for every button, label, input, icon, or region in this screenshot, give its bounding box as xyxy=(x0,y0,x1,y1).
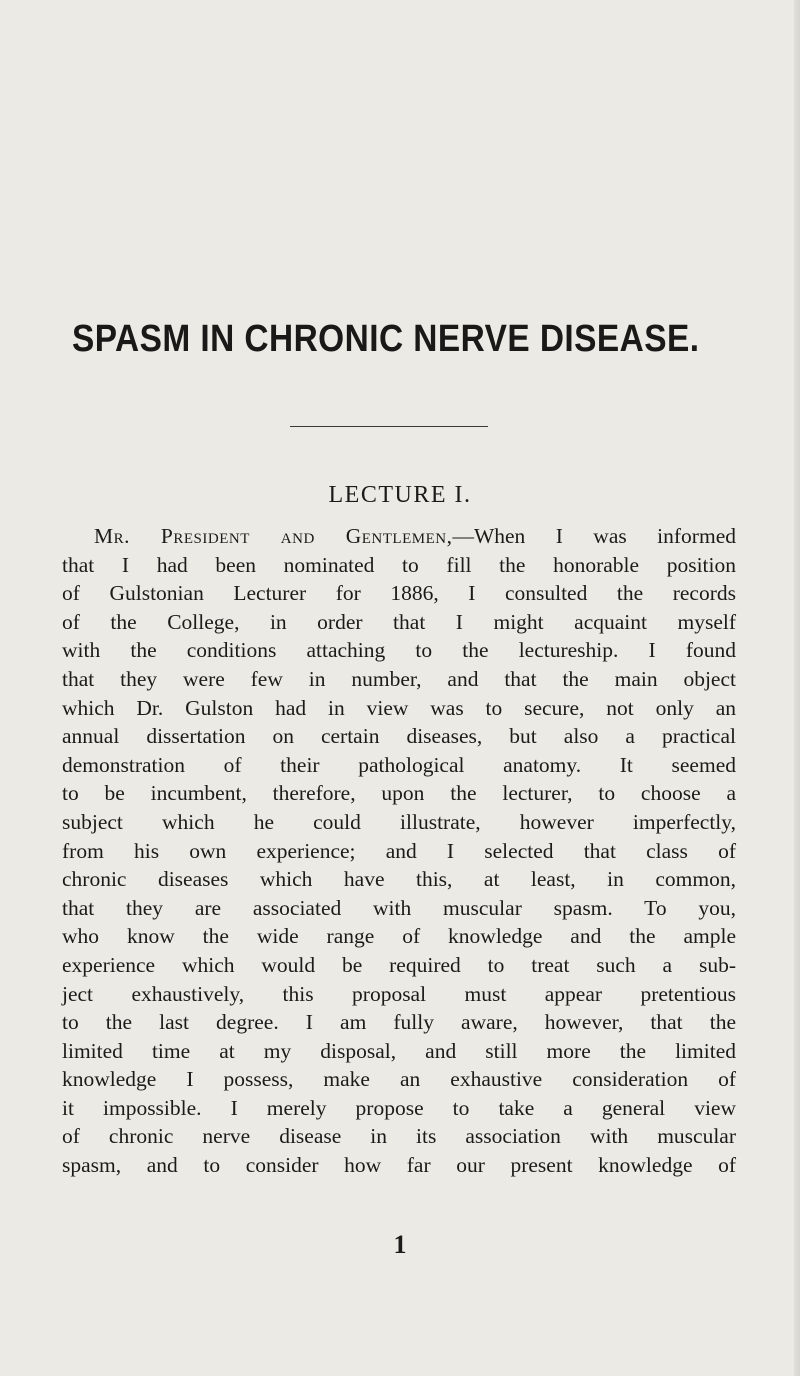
text-line: from his own experience; and I selected that class of xyxy=(62,838,736,863)
text-line: who know the wide range of knowledge and the ample xyxy=(62,924,736,949)
text-line: limited time at my disposal, and still more the limited xyxy=(62,1038,736,1063)
text-line: of chronic nerve disease in its association with muscular xyxy=(62,1124,736,1149)
text-line: chronic diseases which have this, at least, in common, xyxy=(62,867,736,892)
body-paragraph xyxy=(62,522,736,1180)
text-line: to the last degree. I am fully aware, however, that the xyxy=(62,1010,736,1035)
text-line: to be incumbent, therefore, upon the lecturer, to choose a xyxy=(62,781,736,806)
text-line: experience which would be required to treat such a sub- xyxy=(62,952,736,977)
text-line: demonstration of their pathological anatomy. It seemed xyxy=(62,752,736,777)
chapter-title: SPASM IN CHRONIC NERVE DISEASE. xyxy=(72,318,700,360)
text-line: ject exhaustively, this proposal must appear pretentious xyxy=(62,981,736,1006)
text-line: subject which he could illustrate, however imperfectly, xyxy=(62,809,736,834)
text-line: of Gulstonian Lecturer for 1886, I consulted the records xyxy=(62,581,736,606)
text-line-segment: —When I was informed xyxy=(452,524,736,548)
lecture-heading: LECTURE I. xyxy=(328,482,472,508)
text-line: which Dr. Gulston had in view was to secure, not only an xyxy=(62,695,736,720)
title-divider xyxy=(290,426,488,427)
text-line: of the College, in order that I might acquaint myself xyxy=(62,609,736,634)
text-line: it impossible. I merely propose to take a general view xyxy=(62,1095,736,1120)
text-line: with the conditions attaching to the lectureship. I found xyxy=(62,638,736,663)
text-line: that they were few in number, and that the main object xyxy=(62,666,736,691)
page-edge xyxy=(794,0,800,1376)
text-line xyxy=(62,522,736,551)
text-line: knowledge I possess, make an exhaustive consideration of xyxy=(62,1067,736,1092)
opening-address: Mr. President and Gentlemen, xyxy=(94,524,453,548)
text-line: annual dissertation on certain diseases, but also a practical xyxy=(62,724,736,749)
text-line: spasm, and to consider how far our present knowledge of xyxy=(62,1153,736,1178)
text-line: that they are associated with muscular spasm. To you, xyxy=(62,895,736,920)
text-line: that I had been nominated to fill the honorable position xyxy=(62,552,736,577)
page-number: 1 xyxy=(393,1230,407,1259)
